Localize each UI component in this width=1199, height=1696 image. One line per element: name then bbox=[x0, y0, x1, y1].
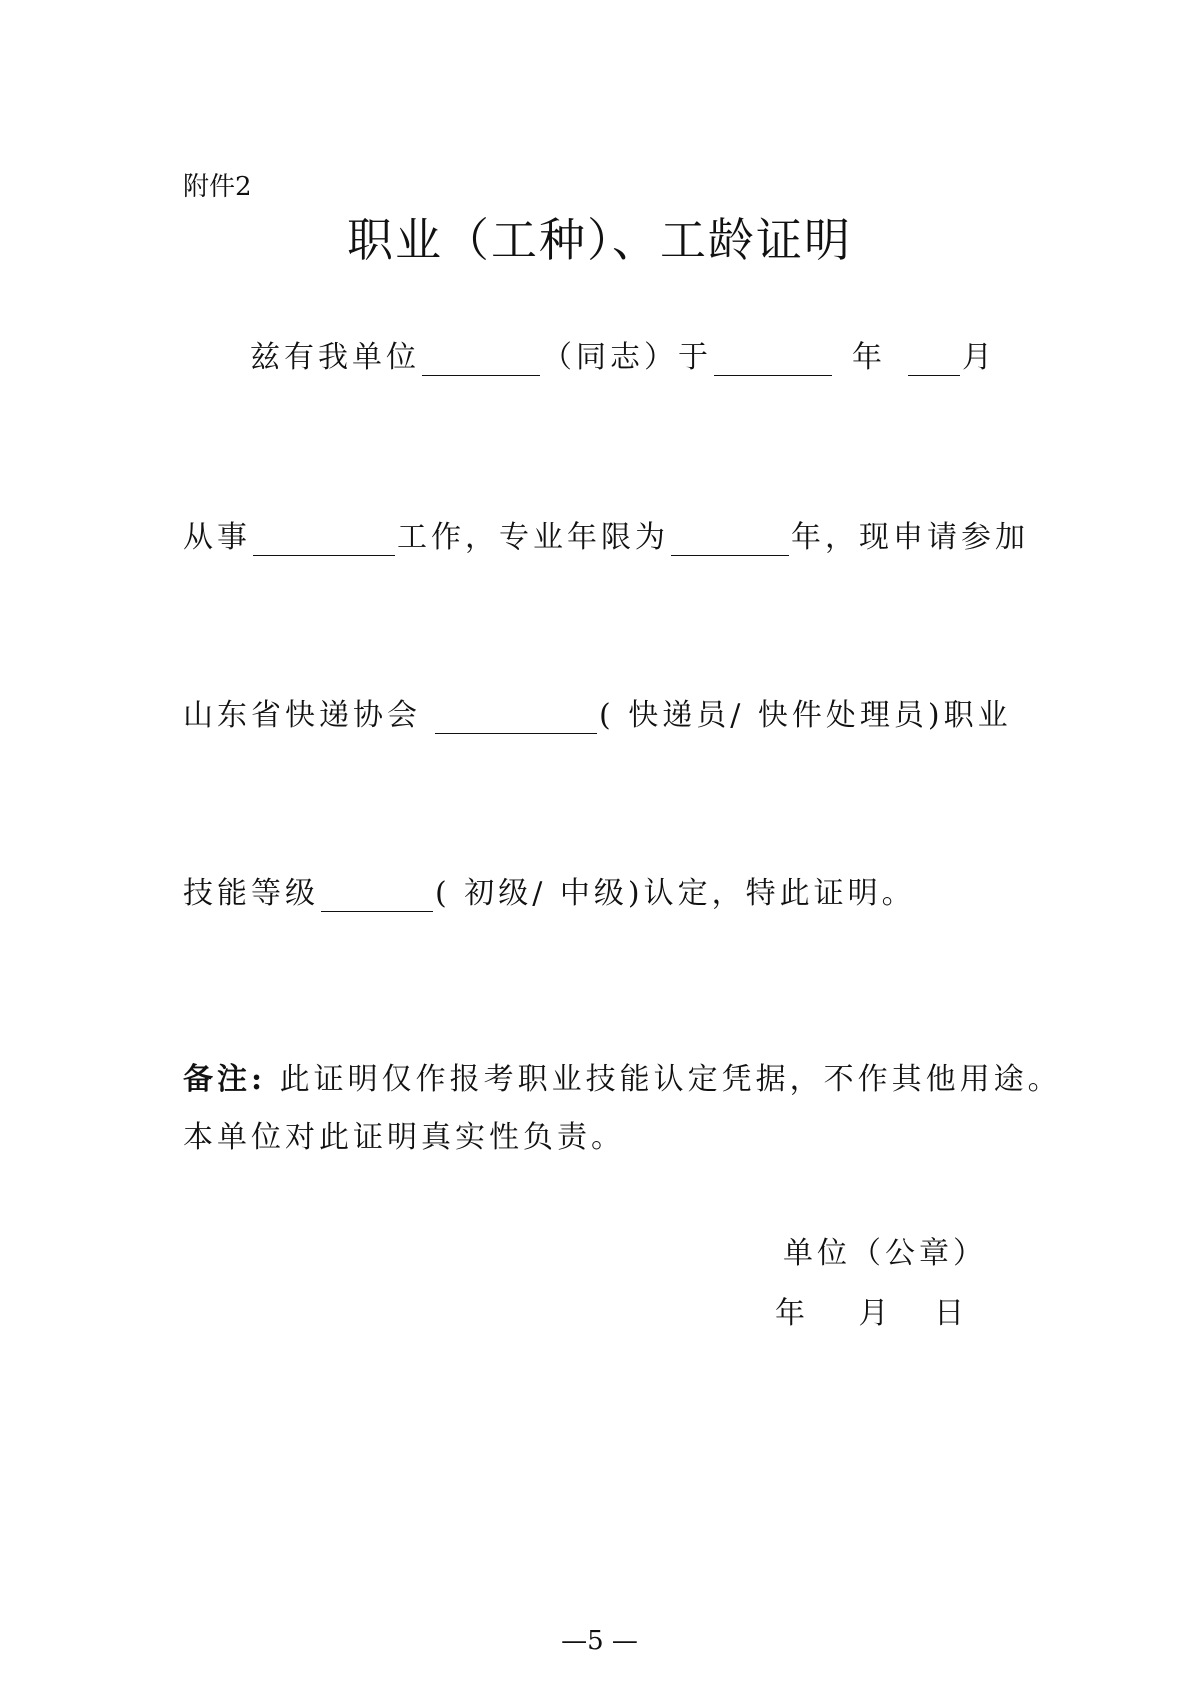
level-blank[interactable] bbox=[321, 881, 433, 912]
attachment-label: 附件2 bbox=[183, 172, 252, 202]
date-day: 日 bbox=[934, 1296, 965, 1331]
note-text-2: 本单位对此证明真实性负责。 bbox=[183, 1120, 625, 1155]
line4-prefix: 技能等级 bbox=[183, 876, 319, 911]
date-year: 年 bbox=[775, 1296, 805, 1331]
note-text: 此证明仅作报考职业技能认定凭据，不作其他用途。 bbox=[279, 1062, 1062, 1097]
body-line-3 bbox=[183, 690, 1012, 734]
line1-year: 年 bbox=[852, 340, 886, 375]
date-month: 月 bbox=[858, 1296, 889, 1331]
line1-after-name: （同志）于 bbox=[542, 340, 712, 375]
year-blank[interactable] bbox=[714, 345, 832, 376]
line3-suffix: ( 快递员/ 快件处理员)职业 bbox=[599, 698, 1012, 733]
line2-after-work: 工作，专业年限为 bbox=[397, 520, 669, 555]
occupation-blank[interactable] bbox=[435, 703, 597, 734]
line1-prefix: 兹有我单位 bbox=[250, 340, 420, 375]
note-line bbox=[183, 1054, 1062, 1098]
work-blank[interactable] bbox=[253, 525, 395, 556]
document-title: 职业（工种）、工龄证明 bbox=[347, 213, 852, 267]
body-line-2 bbox=[183, 512, 1029, 556]
line2-suffix: 年，现申请参加 bbox=[791, 520, 1029, 555]
years-blank[interactable] bbox=[671, 525, 789, 556]
body-line-4 bbox=[183, 868, 916, 912]
line2-prefix: 从事 bbox=[183, 520, 251, 555]
line1-month: 月 bbox=[962, 340, 996, 375]
month-blank[interactable] bbox=[908, 345, 960, 376]
note-label: 备注: bbox=[183, 1062, 267, 1097]
signature-date bbox=[775, 1288, 964, 1332]
name-blank[interactable] bbox=[422, 345, 540, 376]
page-number: —5 — bbox=[561, 1626, 638, 1656]
body-line-1 bbox=[250, 332, 996, 376]
line4-suffix: ( 初级/ 中级)认定，特此证明。 bbox=[435, 876, 916, 911]
line3-prefix: 山东省快递协会 bbox=[183, 698, 421, 733]
seal-label: 单位（公章） bbox=[783, 1236, 987, 1271]
